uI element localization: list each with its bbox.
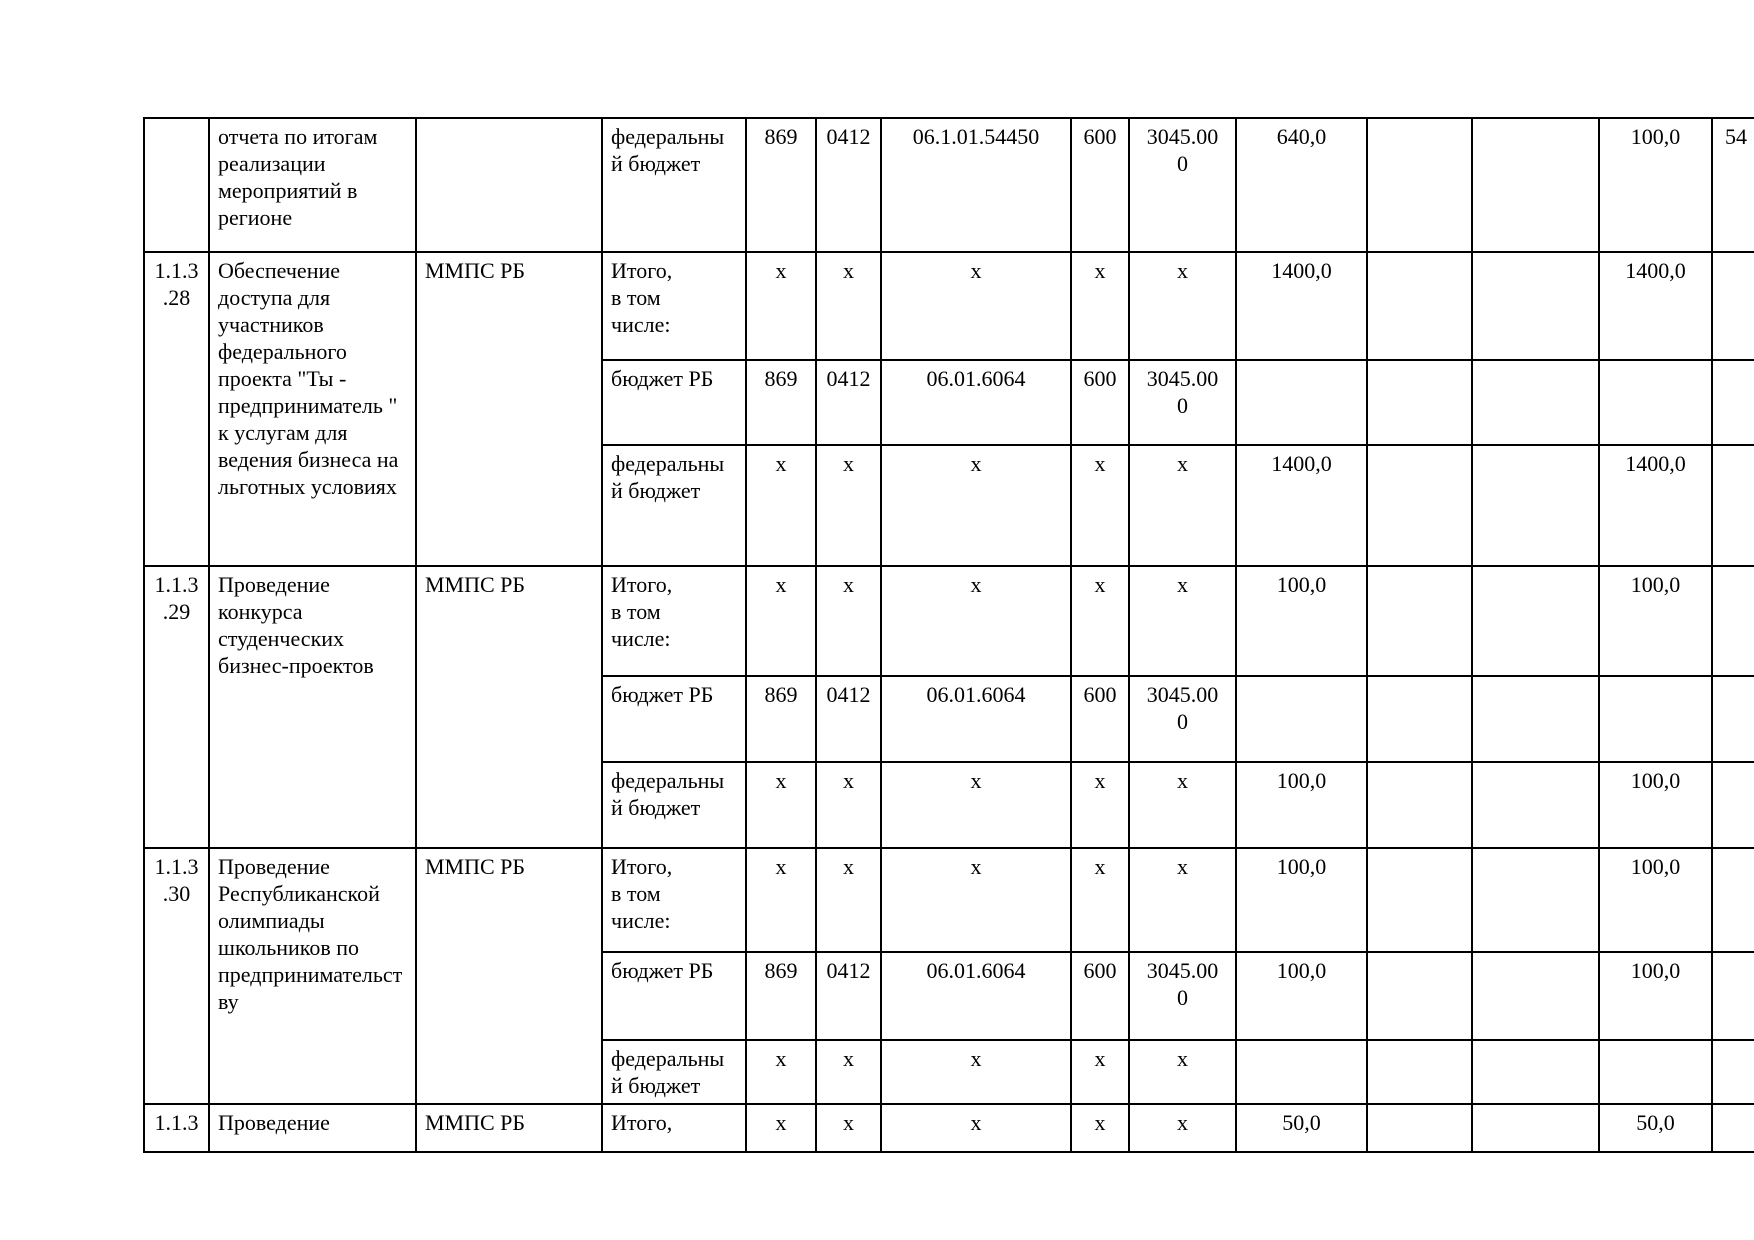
- extra-code-cell: 3045.00 0: [1130, 119, 1237, 251]
- amount-col5-clipped-cell: [1713, 1105, 1754, 1151]
- budget-subrow-total: [603, 567, 1754, 677]
- grbs-code-cell: x: [747, 567, 817, 675]
- amount-col3-cell: [1473, 446, 1600, 565]
- expense-type-code-cell: x: [1072, 1041, 1130, 1103]
- amount-col5-clipped-cell: [1713, 849, 1754, 951]
- budget-subrows: [603, 849, 1754, 1103]
- executor-cell: ММПС РБ: [417, 1105, 603, 1151]
- executor-cell: ММПС РБ: [417, 849, 603, 1103]
- budget-subrow-federal: [603, 1041, 1754, 1103]
- budget-subrows: [603, 253, 1754, 565]
- budget-subrow-republic: [603, 953, 1754, 1041]
- amount-col3-cell: [1473, 361, 1600, 444]
- executor-cell: ММПС РБ: [417, 253, 603, 565]
- table-row-1-1-3-28: [145, 253, 1754, 567]
- amount-col4-cell: 100,0: [1600, 567, 1713, 675]
- amount-col5-clipped-cell: 54: [1713, 119, 1754, 251]
- expense-type-code-cell: x: [1072, 1105, 1130, 1151]
- table-row-continuation: [145, 119, 1754, 253]
- amount-col2-cell: [1368, 119, 1473, 251]
- budget-table: [143, 117, 1754, 1153]
- section-code-cell: x: [817, 1041, 882, 1103]
- section-code-cell: x: [817, 446, 882, 565]
- grbs-code-cell: x: [747, 253, 817, 359]
- activity-name-cell: Обеспечение доступа для участников федерального проекта "Ты - предприниматель " к услугам для ведения бизнеса на льготных условиях: [210, 253, 417, 565]
- amount-col3-cell: [1473, 1041, 1600, 1103]
- amount-col3-cell: [1473, 253, 1600, 359]
- target-item-code-cell: x: [882, 763, 1072, 847]
- budget-type-cell: Итого, в том числе:: [603, 567, 747, 675]
- target-item-code-cell: x: [882, 1041, 1072, 1103]
- amount-col3-cell: [1473, 1105, 1600, 1151]
- amount-col2-cell: [1368, 253, 1473, 359]
- budget-type-cell: федеральны й бюджет: [603, 119, 747, 251]
- amount-col4-cell: 50,0: [1600, 1105, 1713, 1151]
- target-item-code-cell: 06.01.6064: [882, 953, 1072, 1039]
- budget-subrow-federal: [603, 446, 1754, 565]
- table-row-1-1-3-29: [145, 567, 1754, 849]
- section-code-cell: 0412: [817, 953, 882, 1039]
- amount-col5-clipped-cell: [1713, 253, 1754, 359]
- expense-type-code-cell: x: [1072, 849, 1130, 951]
- amount-col4-cell: 100,0: [1600, 119, 1713, 251]
- extra-code-cell: x: [1130, 446, 1237, 565]
- expense-type-code-cell: x: [1072, 567, 1130, 675]
- amount-col1-cell: [1237, 1041, 1368, 1103]
- amount-col5-clipped-cell: [1713, 446, 1754, 565]
- row-number-cell: 1.1.3 .28: [145, 253, 210, 565]
- executor-cell: [417, 119, 603, 251]
- amount-col1-cell: 1400,0: [1237, 253, 1368, 359]
- amount-col2-cell: [1368, 1041, 1473, 1103]
- amount-col4-cell: 1400,0: [1600, 446, 1713, 565]
- executor-cell: ММПС РБ: [417, 567, 603, 847]
- budget-subrow-total: [603, 849, 1754, 953]
- grbs-code-cell: x: [747, 763, 817, 847]
- amount-col1-cell: 1400,0: [1237, 446, 1368, 565]
- target-item-code-cell: x: [882, 567, 1072, 675]
- grbs-code-cell: x: [747, 849, 817, 951]
- target-item-code-cell: 06.01.6064: [882, 677, 1072, 761]
- extra-code-cell: x: [1130, 253, 1237, 359]
- expense-type-code-cell: 600: [1072, 677, 1130, 761]
- budget-type-cell: федеральны й бюджет: [603, 446, 747, 565]
- budget-subrow-republic: [603, 677, 1754, 763]
- target-item-code-cell: x: [882, 849, 1072, 951]
- grbs-code-cell: 869: [747, 953, 817, 1039]
- budget-type-cell: бюджет РБ: [603, 361, 747, 444]
- expense-type-code-cell: x: [1072, 446, 1130, 565]
- grbs-code-cell: 869: [747, 361, 817, 444]
- grbs-code-cell: 869: [747, 119, 817, 251]
- extra-code-cell: x: [1130, 1105, 1237, 1151]
- amount-col5-clipped-cell: [1713, 763, 1754, 847]
- amount-col1-cell: [1237, 361, 1368, 444]
- extra-code-cell: x: [1130, 849, 1237, 951]
- budget-type-cell: федеральны й бюджет: [603, 1041, 747, 1103]
- budget-subrow-federal: [603, 119, 1754, 251]
- section-code-cell: 0412: [817, 361, 882, 444]
- activity-name-cell: Проведение конкурса студенческих бизнес-проектов: [210, 567, 417, 847]
- amount-col5-clipped-cell: [1713, 361, 1754, 444]
- amount-col4-cell: [1600, 1041, 1713, 1103]
- activity-name-cell: Проведение Республиканской олимпиады школьников по предпринимательству: [210, 849, 417, 1103]
- budget-subrows: [603, 1105, 1754, 1151]
- activity-name-cell: отчета по итогам реализации мероприятий в регионе: [210, 119, 417, 251]
- budget-subrow-total: [603, 253, 1754, 361]
- section-code-cell: 0412: [817, 119, 882, 251]
- amount-col5-clipped-cell: [1713, 1041, 1754, 1103]
- extra-code-cell: x: [1130, 1041, 1237, 1103]
- budget-subrows: [603, 119, 1754, 251]
- amount-col3-cell: [1473, 849, 1600, 951]
- amount-col1-cell: 640,0: [1237, 119, 1368, 251]
- amount-col3-cell: [1473, 567, 1600, 675]
- amount-col1-cell: 50,0: [1237, 1105, 1368, 1151]
- budget-subrow-federal: [603, 763, 1754, 847]
- grbs-code-cell: x: [747, 1105, 817, 1151]
- amount-col3-cell: [1473, 763, 1600, 847]
- amount-col2-cell: [1368, 677, 1473, 761]
- amount-col4-cell: 100,0: [1600, 763, 1713, 847]
- grbs-code-cell: x: [747, 446, 817, 565]
- section-code-cell: x: [817, 253, 882, 359]
- section-code-cell: x: [817, 849, 882, 951]
- amount-col3-cell: [1473, 953, 1600, 1039]
- amount-col1-cell: [1237, 677, 1368, 761]
- amount-col1-cell: 100,0: [1237, 953, 1368, 1039]
- target-item-code-cell: x: [882, 253, 1072, 359]
- expense-type-code-cell: 600: [1072, 361, 1130, 444]
- row-number-cell: 1.1.3: [145, 1105, 210, 1151]
- extra-code-cell: x: [1130, 763, 1237, 847]
- budget-subrow-republic: [603, 361, 1754, 446]
- expense-type-code-cell: 600: [1072, 953, 1130, 1039]
- grbs-code-cell: 869: [747, 677, 817, 761]
- grbs-code-cell: x: [747, 1041, 817, 1103]
- amount-col3-cell: [1473, 119, 1600, 251]
- amount-col2-cell: [1368, 567, 1473, 675]
- budget-type-cell: бюджет РБ: [603, 677, 747, 761]
- expense-type-code-cell: x: [1072, 763, 1130, 847]
- amount-col4-cell: [1600, 677, 1713, 761]
- amount-col5-clipped-cell: [1713, 677, 1754, 761]
- extra-code-cell: 3045.00 0: [1130, 677, 1237, 761]
- budget-subrows: [603, 567, 1754, 847]
- amount-col1-cell: 100,0: [1237, 849, 1368, 951]
- amount-col2-cell: [1368, 953, 1473, 1039]
- budget-type-cell: Итого, в том числе:: [603, 849, 747, 951]
- amount-col2-cell: [1368, 446, 1473, 565]
- amount-col5-clipped-cell: [1713, 953, 1754, 1039]
- amount-col5-clipped-cell: [1713, 567, 1754, 675]
- amount-col4-cell: 100,0: [1600, 953, 1713, 1039]
- amount-col2-cell: [1368, 361, 1473, 444]
- budget-subrow-total: [603, 1105, 1754, 1151]
- budget-type-cell: федеральны й бюджет: [603, 763, 747, 847]
- budget-type-cell: Итого,: [603, 1105, 747, 1151]
- row-number-cell: 1.1.3 .29: [145, 567, 210, 847]
- target-item-code-cell: x: [882, 1105, 1072, 1151]
- target-item-code-cell: 06.1.01.54450: [882, 119, 1072, 251]
- expense-type-code-cell: 600: [1072, 119, 1130, 251]
- budget-type-cell: бюджет РБ: [603, 953, 747, 1039]
- row-number-cell: 1.1.3 .30: [145, 849, 210, 1103]
- expense-type-code-cell: x: [1072, 253, 1130, 359]
- extra-code-cell: x: [1130, 567, 1237, 675]
- amount-col2-cell: [1368, 763, 1473, 847]
- extra-code-cell: 3045.00 0: [1130, 953, 1237, 1039]
- section-code-cell: x: [817, 763, 882, 847]
- table-row-1-1-3-30: [145, 849, 1754, 1105]
- activity-name-cell: Проведение: [210, 1105, 417, 1151]
- budget-type-cell: Итого, в том числе:: [603, 253, 747, 359]
- amount-col4-cell: 100,0: [1600, 849, 1713, 951]
- amount-col4-cell: 1400,0: [1600, 253, 1713, 359]
- target-item-code-cell: x: [882, 446, 1072, 565]
- table-row-1-1-3-cut: [145, 1105, 1754, 1153]
- section-code-cell: x: [817, 1105, 882, 1151]
- amount-col1-cell: 100,0: [1237, 763, 1368, 847]
- section-code-cell: x: [817, 567, 882, 675]
- amount-col4-cell: [1600, 361, 1713, 444]
- amount-col3-cell: [1473, 677, 1600, 761]
- amount-col2-cell: [1368, 1105, 1473, 1151]
- section-code-cell: 0412: [817, 677, 882, 761]
- amount-col2-cell: [1368, 849, 1473, 951]
- target-item-code-cell: 06.01.6064: [882, 361, 1072, 444]
- row-number-cell: [145, 119, 210, 251]
- extra-code-cell: 3045.00 0: [1130, 361, 1237, 444]
- amount-col1-cell: 100,0: [1237, 567, 1368, 675]
